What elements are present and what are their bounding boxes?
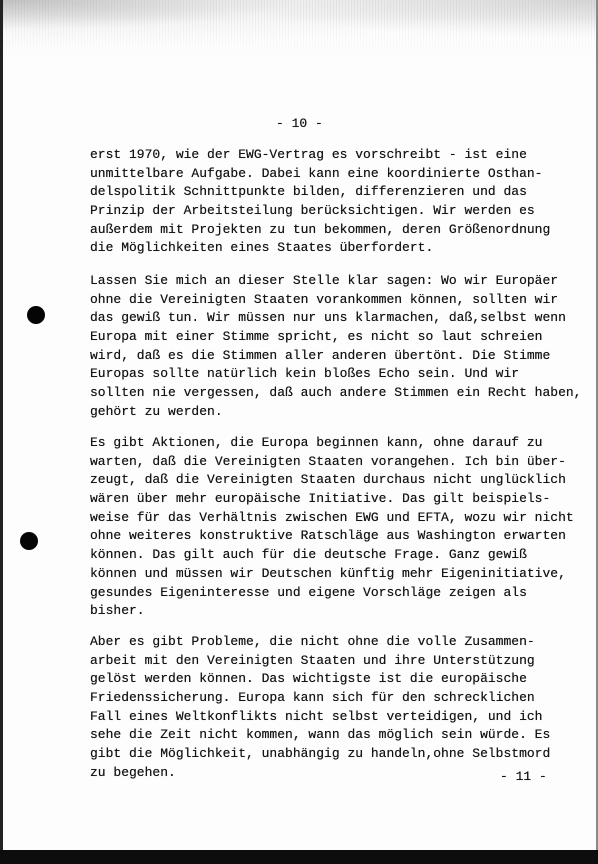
text-line: Europas sollte natürlich kein bloßes Echo sein. Und wir [90,366,520,382]
text-line: bisher. [90,603,145,619]
text-line: zeugt, daß die Vereinigten Staaten durchaus nicht unglücklich [90,472,566,488]
text-line: erst 1970, wie der EWG-Vertrag es vorschreibt - ist eine [90,147,527,162]
text-line: gibt die Möglichkeit, unabhängig zu handeln,ohne Selbstmord [90,746,551,762]
text-line: Europa mit einer Stimme spricht, es nicht so laut schreien [90,329,543,345]
text-line: zu begehen. [90,764,176,780]
text-line: weise für das Verhältnis zwischen EWG und EFTA, wozu wir nicht [90,509,574,525]
scan-edge-left [0,0,3,864]
paragraph [90,434,574,621]
scan-edge-bottom [0,850,598,864]
text-line: können und müssen wir Deutschen künftig mehr Eigeninitiative, [90,565,566,581]
text-line: außerdem mit Projekten zu tun bekommen, deren Größenordnung [90,221,551,237]
text-line: Lassen Sie mich an dieser Stelle klar sagen: Wo wir Europäer [90,273,559,288]
text-line: sollten nie vergessen, daß auch andere Stimmen ein Recht haben, [90,385,582,401]
punch-hole-lower [20,532,38,550]
text-line: gelöst werden können. Das wichtigste ist die europäische [90,671,527,687]
text-line: können. Das gilt auch für die deutsche Frage. Ganz gewiß [90,547,527,563]
text-line: gehört zu werden. [90,403,223,419]
page-number-next: - 11 - [500,769,547,784]
paragraph [90,633,550,783]
scan-noise-top [0,0,598,60]
text-line: Es gibt Aktionen, die Europa beginnen kann, ohne darauf zu [90,435,543,450]
page-number-top: - 10 - [276,116,323,131]
paragraph [90,272,581,422]
text-line: ohne weiteres konstruktive Ratschläge aus Washington erwarten [90,528,566,544]
text-line: ohne die Vereinigten Staaten vorankommen können, sollten wir [90,291,559,307]
text-line: arbeit mit den Vereinigten Staaten und ihre Unterstützung [90,652,535,668]
text-line: wären über mehr europäische Initiative. Das gilt beispiels- [90,491,551,507]
text-line: Fall eines Weltkonflikts nicht selbst verteidigen, und ich [90,708,543,724]
paragraph [90,146,550,258]
text-line: warten, daß die Vereinigten Staaten vorangehen. Ich bin über- [90,453,566,469]
text-line: Prinzip der Arbeitsteilung berücksichtigen. Wir werden es [90,203,535,219]
text-line: das gewiß tun. Wir müssen nur uns klarmachen, daß,selbst wenn [90,310,566,326]
text-line: die Möglichkeiten eines Staates überfordert. [90,240,434,256]
text-line: wird, daß es die Stimmen aller anderen übertönt. Die Stimme [90,347,551,363]
punch-hole-upper [27,306,45,324]
text-line: sehe die Zeit nicht kommen, wann das möglich sein würde. Es [90,727,551,743]
text-line: unmittelbare Aufgabe. Dabei kann eine koordinierte Osthan- [90,165,543,181]
text-line: Aber es gibt Probleme, die nicht ohne die volle Zusammen- [90,634,535,649]
text-line: Friedenssicherung. Europa kann sich für den schrecklichen [90,690,535,706]
text-line: delspolitik Schnittpunkte bilden, differenzieren und das [90,184,527,200]
text-line: gesundes Eigeninteresse und eigene Vorschläge zeigen als [90,584,527,600]
